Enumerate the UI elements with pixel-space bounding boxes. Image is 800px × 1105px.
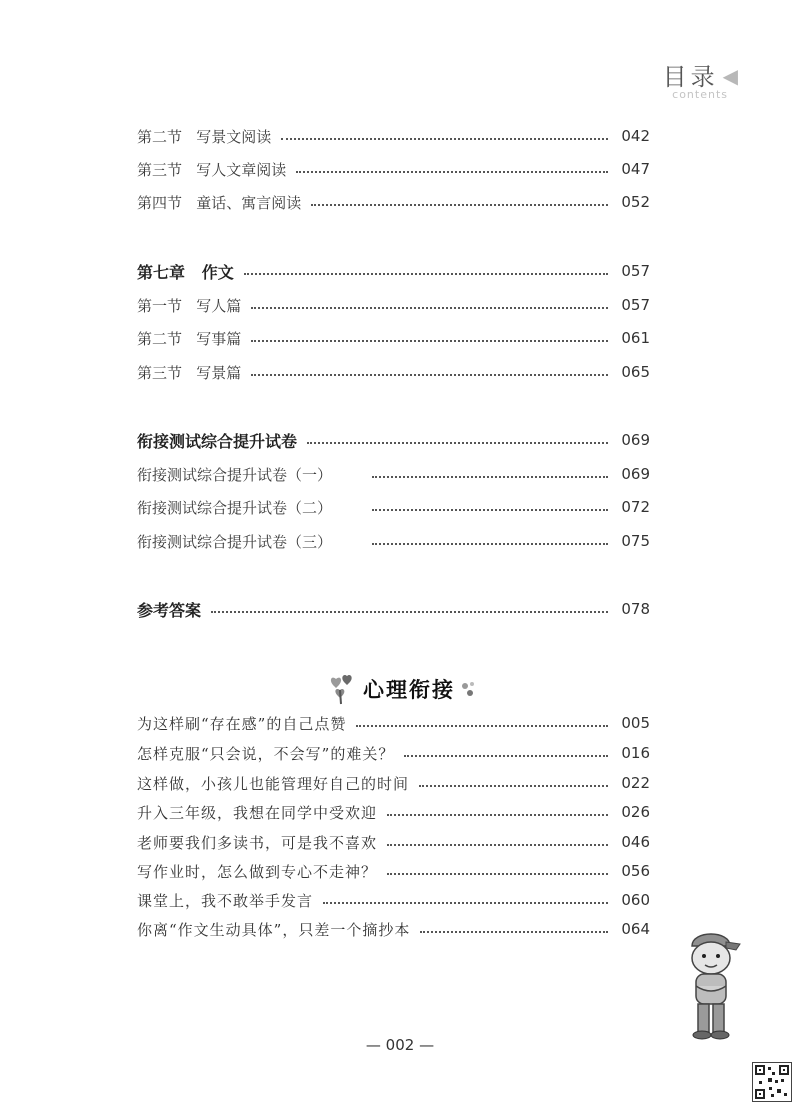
psychology-entry[interactable]	[137, 829, 650, 855]
toc-entry-page: 061	[621, 329, 650, 347]
psychology-entry-page: 026	[621, 803, 650, 821]
psychology-entry-label: 这样做，小孩儿也能管理好自己的时间	[137, 774, 410, 793]
toc-entry[interactable]	[137, 325, 650, 351]
toc-entry-label: 第四节 童话、寓言阅读	[137, 193, 302, 212]
leader-dots	[404, 755, 608, 757]
toc-entry-page: 047	[621, 160, 650, 178]
leader-dots	[372, 543, 608, 545]
toc-chapter-page: 069	[621, 431, 650, 449]
toc-entry-label: 第一节 写人篇	[137, 296, 242, 315]
leader-dots	[244, 273, 608, 275]
toc-entry-page: 075	[621, 532, 650, 550]
leader-dots	[387, 814, 608, 816]
clover-hearts-icon	[324, 672, 358, 706]
psychology-entry-page: 060	[621, 891, 650, 909]
toc-entry-page: 072	[621, 498, 650, 516]
toc-entry-label: 衔接测试综合提升试卷（一）	[137, 465, 333, 484]
psychology-entry-label: 课堂上，我不敢举手发言	[137, 891, 314, 910]
psychology-entry[interactable]	[137, 740, 650, 766]
qr-code-icon	[752, 1062, 792, 1102]
toc-entry[interactable]	[137, 292, 650, 318]
toc-entry-label: 第三节 写人文章阅读	[137, 160, 287, 179]
leader-dots	[251, 340, 608, 342]
toc-entry[interactable]	[137, 494, 650, 520]
leader-dots	[387, 873, 608, 875]
psychology-entry-label: 为这样刷“存在感”的自己点赞	[137, 714, 347, 733]
toc-chapter-page: 057	[621, 262, 650, 280]
psychology-entry[interactable]	[137, 916, 650, 942]
psychology-entry[interactable]	[137, 770, 650, 796]
toc-chapter-heading[interactable]	[137, 596, 650, 622]
page-number: — 002 —	[365, 1036, 435, 1054]
psychology-title-text: 心理衔接	[363, 678, 455, 702]
psychology-entry-page: 056	[621, 862, 650, 880]
psychology-section-title	[0, 672, 800, 706]
leader-dots	[387, 844, 608, 846]
toc-entry-page: 057	[621, 296, 650, 314]
psychology-entry-page: 016	[621, 744, 650, 762]
toc-entry-page: 052	[621, 193, 650, 211]
arrow-left-icon: ◀	[722, 64, 738, 88]
psychology-entry-page: 064	[621, 920, 650, 938]
leader-dots	[372, 509, 608, 511]
psychology-entry[interactable]	[137, 710, 650, 736]
toc-entry[interactable]	[137, 359, 650, 385]
toc-entry[interactable]	[137, 461, 650, 487]
toc-entry-page: 065	[621, 363, 650, 381]
leader-dots	[281, 138, 608, 140]
toc-chapter-label: 参考答案	[137, 600, 202, 620]
toc-chapter-page: 078	[621, 600, 650, 618]
toc-entry[interactable]	[137, 189, 650, 215]
leader-dots	[356, 725, 608, 727]
leader-dots	[251, 307, 608, 309]
psychology-entry-label: 你离“作文生动具体”，只差一个摘抄本	[137, 920, 411, 939]
cartoon-boy-illustration	[678, 924, 744, 1042]
leader-dots	[296, 171, 608, 173]
toc-entry-page: 042	[621, 127, 650, 145]
toc-entry-label: 第三节 写景篇	[137, 363, 242, 382]
toc-subtitle: contents	[672, 88, 728, 101]
toc-entry-label: 衔接测试综合提升试卷（二）	[137, 498, 333, 517]
toc-entry-label: 第二节 写景文阅读	[137, 127, 272, 146]
leader-dots	[311, 204, 608, 206]
psychology-entry-label: 老师要我们多读书，可是我不喜欢	[137, 833, 378, 852]
toc-entry-label: 第二节 写事篇	[137, 329, 242, 348]
psychology-entry-page: 022	[621, 774, 650, 792]
psychology-entry[interactable]	[137, 799, 650, 825]
toc-entry[interactable]	[137, 123, 650, 149]
leader-dots	[251, 374, 608, 376]
psychology-entry-label: 升入三年级，我想在同学中受欢迎	[137, 803, 378, 822]
psychology-entry-page: 005	[621, 714, 650, 732]
toc-chapter-heading[interactable]	[137, 427, 650, 453]
leader-dots	[420, 931, 608, 933]
psychology-entry-label: 写作业时，怎么做到专心不走神？	[137, 862, 378, 881]
psychology-entry[interactable]	[137, 858, 650, 884]
toc-chapter-label: 衔接测试综合提升试卷	[137, 431, 298, 451]
leader-dots	[372, 476, 608, 478]
leader-dots	[307, 442, 608, 444]
toc-entry[interactable]	[137, 528, 650, 554]
toc-entry[interactable]	[137, 156, 650, 182]
toc-title: 目录	[662, 63, 719, 91]
toc-chapter-heading[interactable]	[137, 258, 650, 284]
heart-dots-icon	[460, 679, 476, 699]
psychology-entry-page: 046	[621, 833, 650, 851]
toc-entry-page: 069	[621, 465, 650, 483]
toc-entry-label: 衔接测试综合提升试卷（三）	[137, 532, 333, 551]
leader-dots	[211, 611, 608, 613]
toc-header	[663, 64, 738, 101]
leader-dots	[323, 902, 608, 904]
leader-dots	[419, 785, 608, 787]
psychology-entry-label: 怎样克服“只会说，不会写”的难关？	[137, 744, 395, 763]
psychology-entry[interactable]	[137, 887, 650, 913]
toc-chapter-label: 第七章 作文	[137, 262, 234, 282]
